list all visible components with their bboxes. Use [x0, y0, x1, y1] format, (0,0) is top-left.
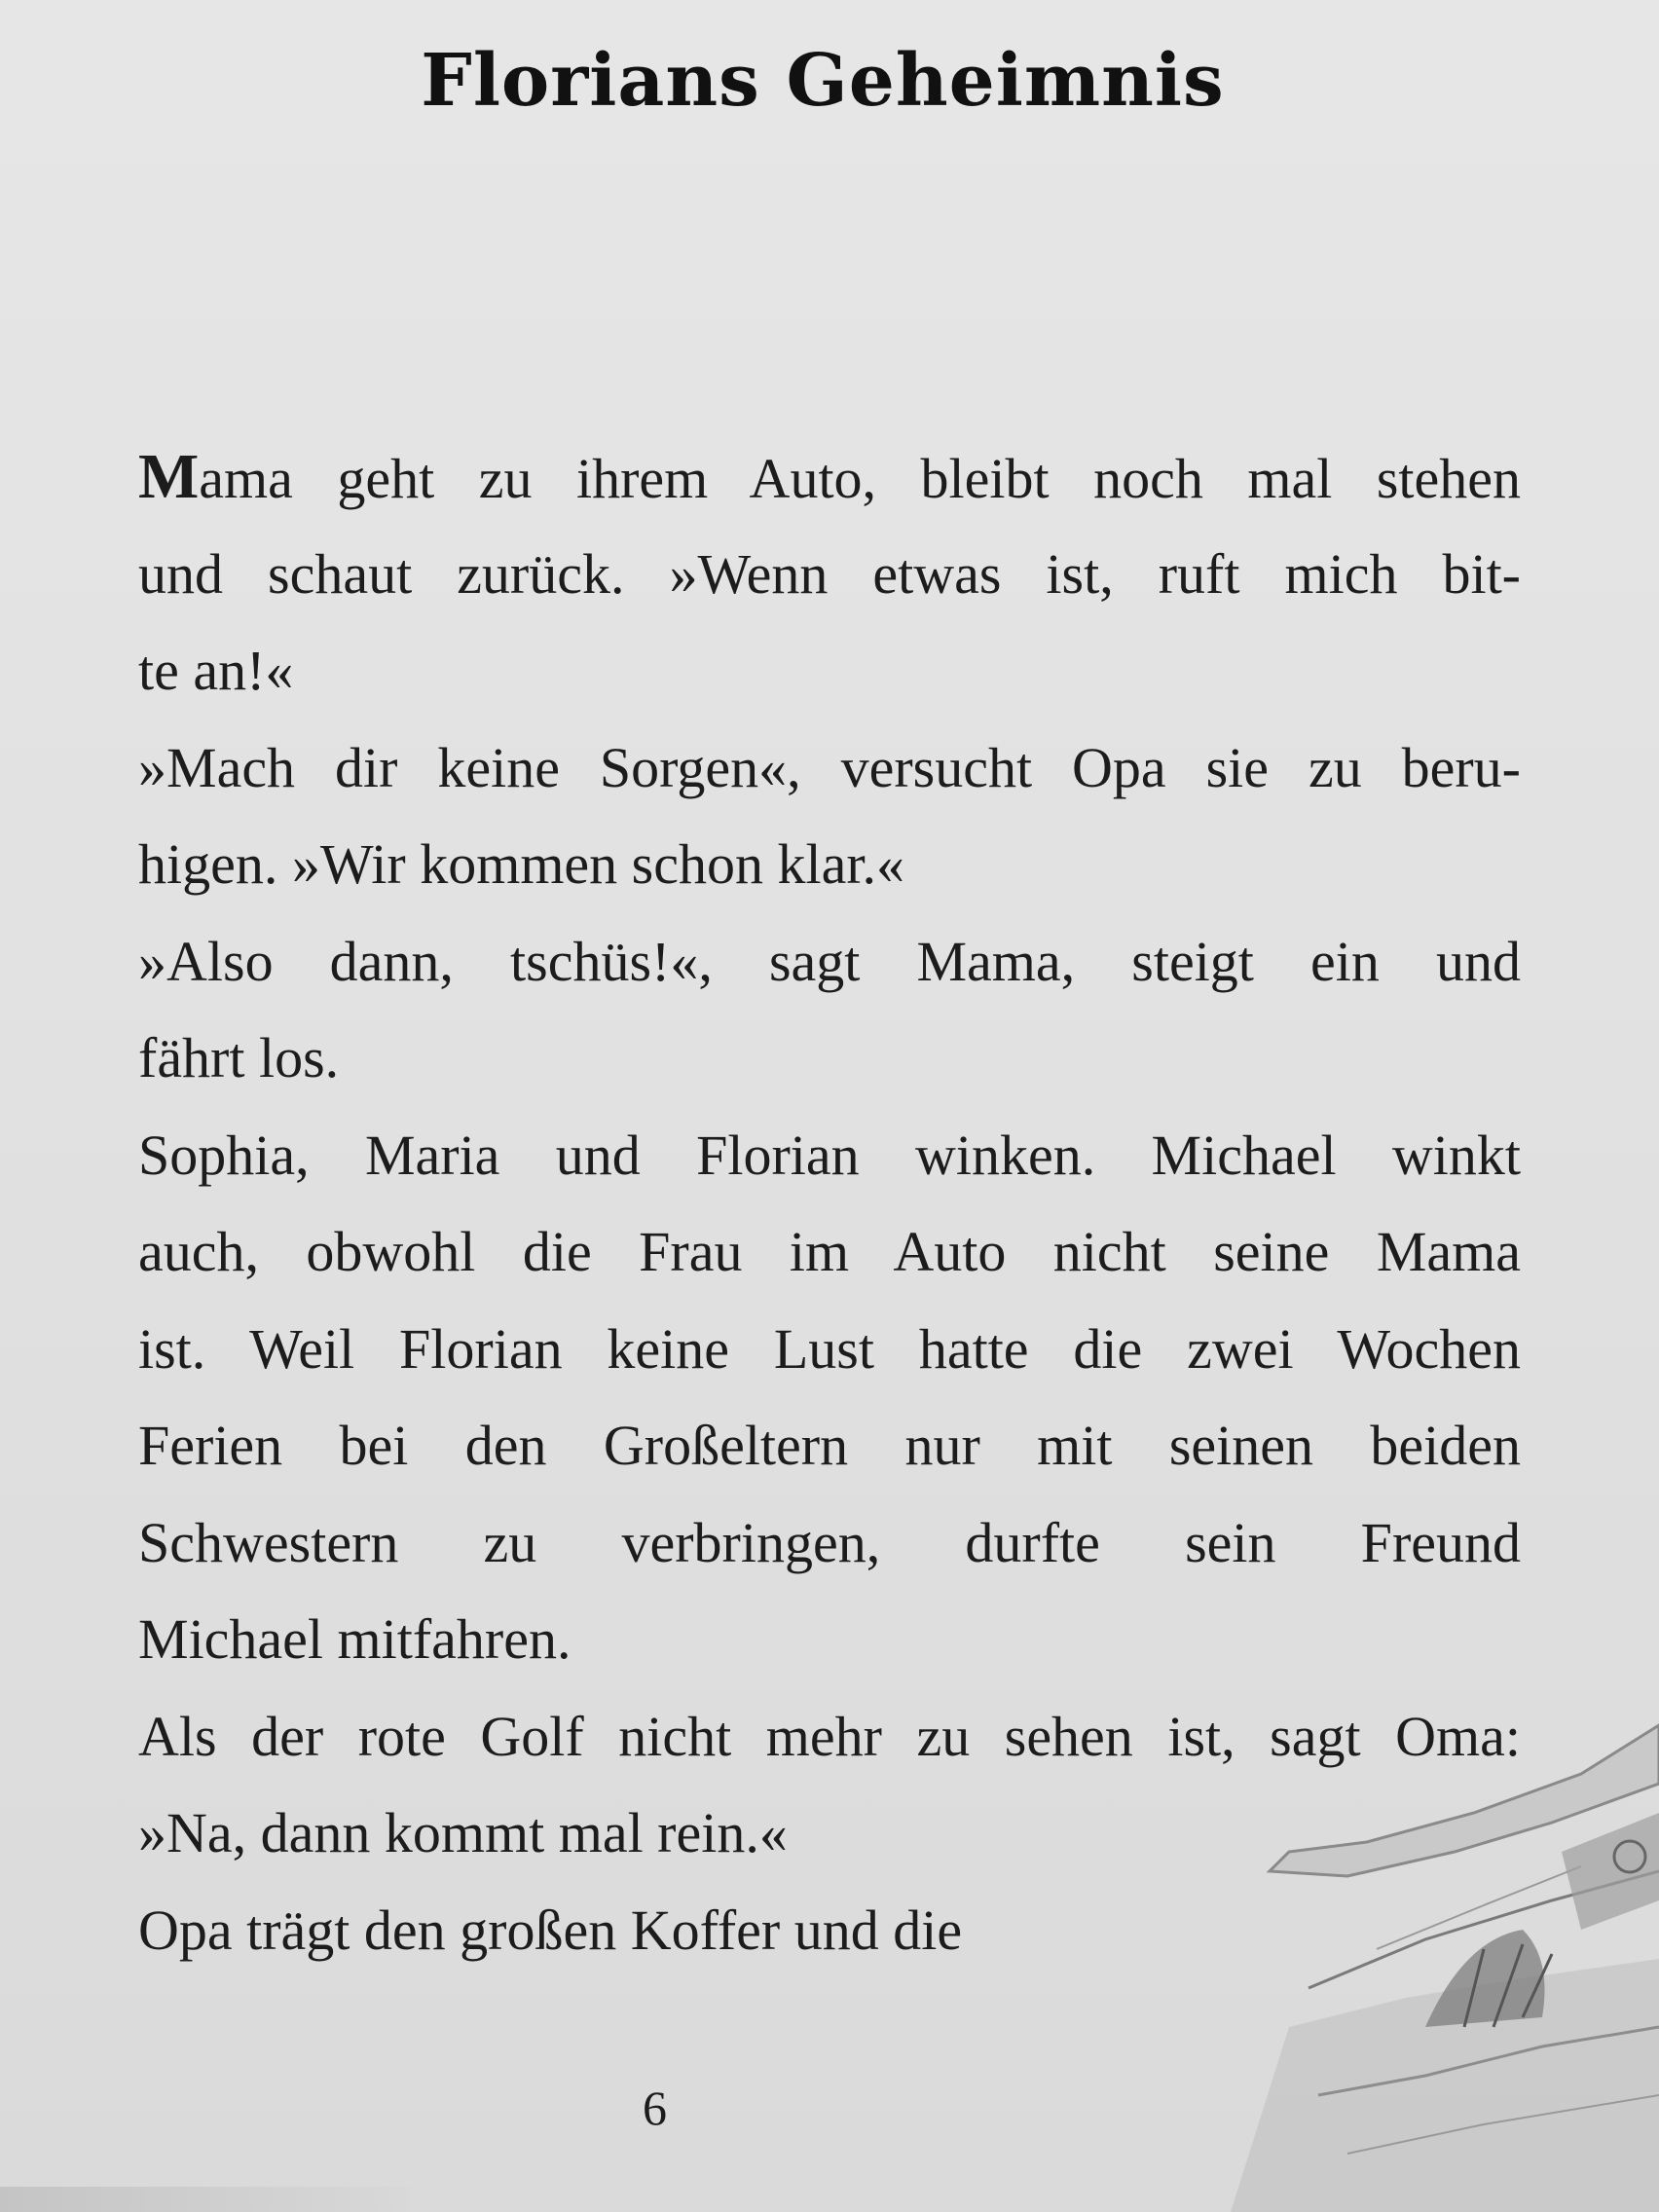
sketch-illustration [1231, 1706, 1659, 2212]
text-line: und schaut zurück. »Wenn etwas ist, ruft mich bit- [138, 541, 1521, 606]
text-line: ist. Weil Florian keine Lust hatte die zwei Wochen [138, 1316, 1521, 1381]
drop-cap: M [138, 441, 200, 512]
text-line: Sophia, Maria und Florian winken. Michael winkt [138, 1123, 1521, 1187]
text-line: Als der rote Golf nicht mehr zu sehen ist, sagt Oma: [138, 1704, 1521, 1768]
page-number: 6 [643, 2081, 667, 2135]
text-line [138, 428, 1521, 526]
text-line: Opa trägt den großen Koffer und die [138, 1898, 963, 1962]
watermark [0, 2187, 409, 2212]
text-line: higen. »Wir kommen schon klar.« [138, 832, 904, 896]
text-line: »Also dann, tschüs!«, sagt Mama, steigt ein und [138, 929, 1521, 993]
text-line: »Na, dann kommt mal rein.« [138, 1801, 788, 1864]
text-line-content: ama geht zu ihrem Auto, bleibt noch mal stehen [199, 447, 1521, 510]
text-line: »Mach dir keine Sorgen«, versucht Opa sie zu beru- [138, 735, 1521, 799]
text-line: Michael mitfahren. [138, 1607, 571, 1671]
text-line: Schwestern zu verbringen, durfte sein Freund [138, 1510, 1521, 1574]
text-line: auch, obwohl die Frau im Auto nicht seine Mama [138, 1220, 1521, 1283]
page-title: Florians Geheimnis [421, 39, 1225, 123]
text-line: fährt los. [138, 1026, 340, 1089]
text-line: te an!« [138, 639, 294, 702]
text-line: Ferien bei den Großeltern nur mit seinen beiden [138, 1414, 1521, 1477]
